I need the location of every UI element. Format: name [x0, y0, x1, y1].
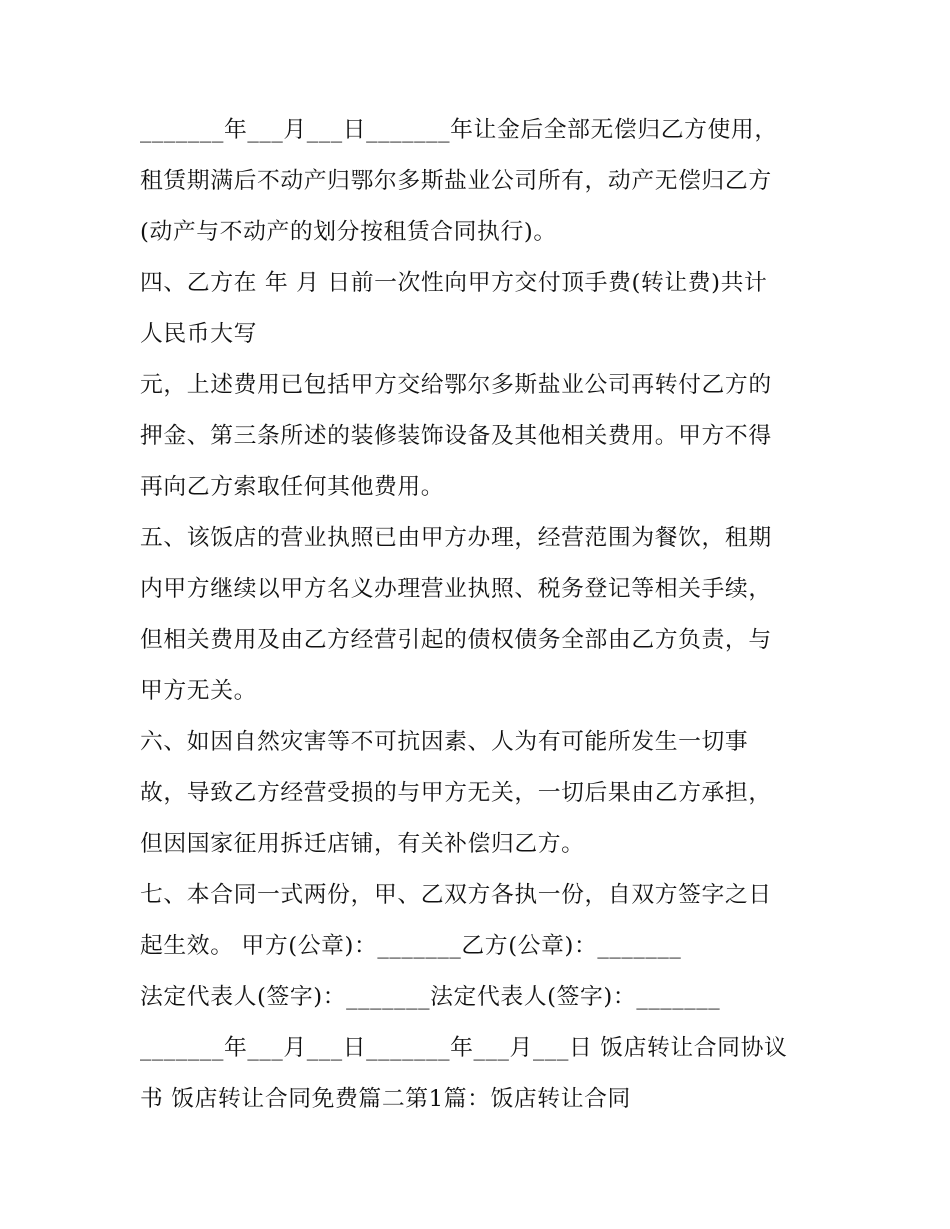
closing-title-line: 书 饭店转让合同免费篇二第1篇：饭店转让合同 [140, 1086, 631, 1112]
clause-5-line-3: 但相关费用及由乙方经营引起的债权债务全部由乙方负责，与 [140, 627, 772, 653]
clause-6-line-3: 但因国家征用拆迁店铺，有关补偿归乙方。 [140, 831, 585, 857]
date-line: _______年___月___日_______年___月___日 饭店转让合同协议 [140, 1035, 788, 1061]
clause-5-line-4: 甲方无关。 [140, 678, 257, 704]
clause-4-line-2: 人民币大写 [140, 321, 257, 347]
clause-6-line-1: 六、如因自然灾害等不可抗因素、人为有可能所发生一切事 [140, 729, 749, 755]
signature-representative-line: 法定代表人(签字)：_______法定代表人(签字)：_______ [140, 984, 721, 1010]
text-line-3: (动产与不动产的划分按租赁合同执行)。 [140, 219, 557, 245]
clause-7-line-1: 七、本合同一式两份，甲、乙双方各执一份，自双方签字之日 [140, 882, 772, 908]
signature-company-line: 起生效。 甲方(公章)：_______乙方(公章)：_______ [140, 933, 682, 959]
text-line-1: _______年___月___日_______年让金后全部无偿归乙方使用， [140, 117, 778, 143]
clause-4-line-4: 押金、第三条所述的装修装饰设备及其他相关费用。甲方不得 [140, 423, 772, 449]
clause-4-line-1: 四、乙方在 年 月 日前一次性向甲方交付顶手费(转让费)共计 [140, 270, 768, 296]
clause-5-line-2: 内甲方继续以甲方名义办理营业执照、税务登记等相关手续， [140, 576, 772, 602]
clause-5-line-1: 五、该饭店的营业执照已由甲方办理，经营范围为餐饮，租期 [140, 525, 772, 551]
clause-6-line-2: 故，导致乙方经营受损的与甲方无关，一切后果由乙方承担， [140, 780, 772, 806]
clause-4-line-3: 元，上述费用已包括甲方交给鄂尔多斯盐业公司再转付乙方的 [140, 372, 772, 398]
clause-4-line-5: 再向乙方索取任何其他费用。 [140, 474, 445, 500]
text-line-2: 租赁期满后不动产归鄂尔多斯盐业公司所有，动产无偿归乙方 [140, 168, 772, 194]
